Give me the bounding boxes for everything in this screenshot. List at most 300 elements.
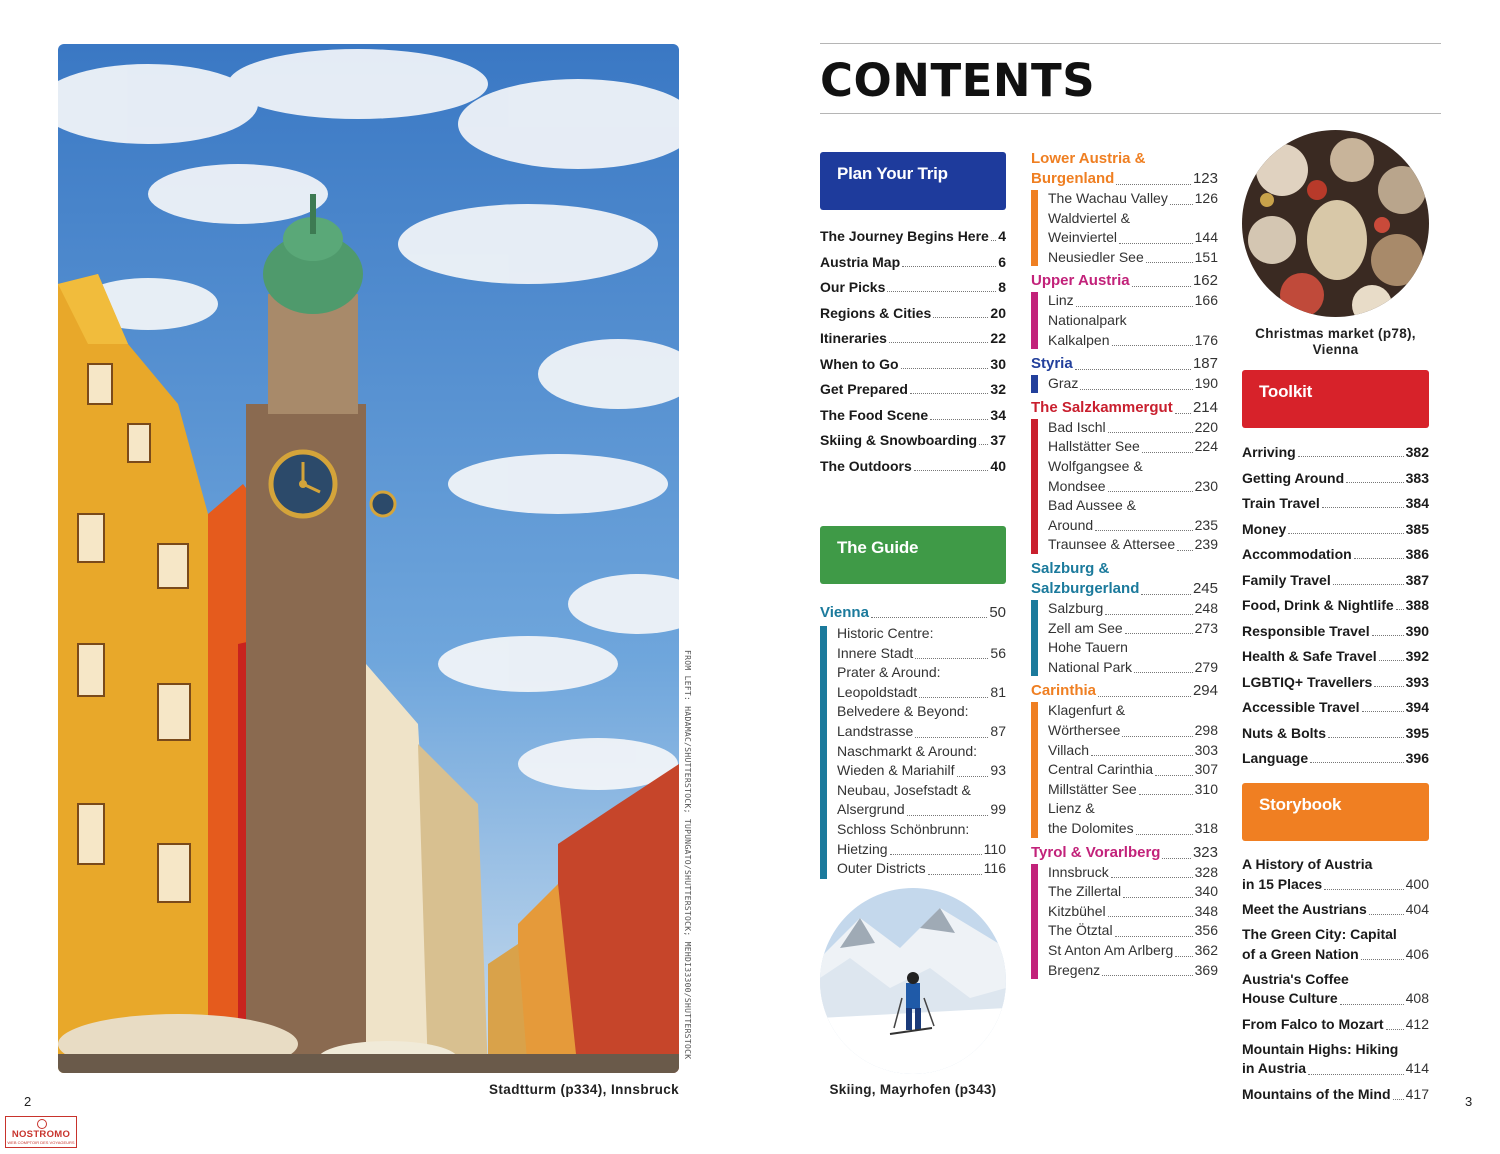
- region-carinthia-label: Carinthia: [1031, 682, 1097, 700]
- toc-item-storybook-last-line: [1242, 875, 1429, 895]
- toc-item-toolkit-page: 385: [1405, 520, 1429, 537]
- dot-leader: [1386, 1029, 1404, 1030]
- toc-item-plan-page: 32: [990, 381, 1006, 397]
- dot-leader: [1170, 204, 1193, 205]
- region-lower-austria-burgenland-subitem[interactable]: [1048, 209, 1218, 248]
- region-carinthia-subitem-page: 298: [1194, 721, 1218, 738]
- region-the-salzkammergut-subitem-last-line: [1048, 437, 1218, 457]
- region-salzburg-salzburgerland-subitem[interactable]: [1048, 599, 1218, 619]
- region-lower-austria-burgenland-subitem-last-line: [1048, 189, 1218, 209]
- toc-item-storybook-last-line: [1242, 1085, 1429, 1105]
- region-the-salzkammergut-subitem-line: Bad Aussee &: [1048, 497, 1136, 514]
- region-lower-austria-burgenland-subitem-last-line: [1048, 248, 1218, 268]
- region-upper-austria[interactable]: [1031, 271, 1218, 291]
- region-the-salzkammergut-subitem-label: Bad Ischl: [1048, 418, 1106, 435]
- region-the-salzkammergut-last-line: [1031, 398, 1218, 418]
- vienna-color-bar: [820, 626, 827, 879]
- region-tyrol-vorarlberg-subitem-last-line: [1048, 863, 1218, 883]
- toc-item-plan-label: Regions & Cities: [820, 304, 932, 321]
- toc-subitem-vienna-page: 99: [990, 801, 1006, 818]
- region-carinthia-subitem-label: Wörthersee: [1048, 721, 1121, 738]
- region-the-salzkammergut-subitem[interactable]: [1048, 496, 1218, 535]
- toc-item-storybook-page: 417: [1405, 1085, 1429, 1102]
- region-tyrol-vorarlberg-color-bar: [1031, 864, 1038, 980]
- region-salzburg-salzburgerland-subitem-last-line: [1048, 658, 1218, 678]
- toc-item-storybook-label: Mountains of the Mind: [1242, 1085, 1391, 1102]
- toc-item-storybook-label: in 15 Places: [1242, 875, 1323, 892]
- toc-item-plan-label: Itineraries: [820, 330, 887, 346]
- region-tyrol-vorarlberg-subitem-last-line: [1048, 961, 1218, 981]
- toc-item-plan-label: Our Picks: [820, 279, 886, 295]
- region-salzburg-salzburgerland-line: Salzburg &: [1031, 560, 1110, 577]
- toc-subitem-vienna-page: 110: [983, 840, 1006, 857]
- toc-item-storybook-label: Meet the Austrians: [1242, 900, 1367, 917]
- dot-leader: [1142, 452, 1193, 453]
- christmas-caption-line-1: Christmas market (p78),: [1255, 326, 1416, 341]
- toc-item-plan[interactable]: [820, 380, 1006, 398]
- skiing-caption: Skiing, Mayrhofen (p343): [829, 1082, 997, 1097]
- dot-leader: [1136, 834, 1193, 835]
- toc-item-toolkit-page: 384: [1405, 495, 1429, 511]
- toc-item-storybook-page: 400: [1405, 875, 1429, 892]
- dot-leader: [910, 393, 988, 394]
- toc-item-toolkit[interactable]: [1242, 520, 1429, 538]
- toc-item-toolkit-label: Train Travel: [1242, 495, 1320, 511]
- region-the-salzkammergut-subitem[interactable]: [1048, 457, 1218, 496]
- region-tyrol-vorarlberg-subitem-label: The Ötztal: [1048, 922, 1113, 939]
- dot-leader: [1123, 897, 1193, 898]
- region-carinthia-subitem-last-line: [1048, 741, 1218, 761]
- region-salzburg-salzburgerland[interactable]: [1031, 559, 1218, 599]
- toc-item-plan-label: Austria Map: [820, 253, 901, 270]
- dot-leader: [1132, 286, 1191, 287]
- dot-leader: [957, 776, 989, 777]
- toc-subitem-vienna-line: Schloss Schönbrunn:: [837, 821, 970, 837]
- toc-item-toolkit-page: 387: [1405, 571, 1429, 588]
- dot-leader: [1324, 889, 1403, 890]
- region-salzburg-salzburgerland-subitem[interactable]: [1048, 619, 1218, 639]
- region-carinthia-subitem-last-line: [1048, 780, 1218, 800]
- region-carinthia-subitem-line: Lienz &: [1048, 800, 1095, 817]
- toc-item-toolkit-page: 383: [1405, 469, 1429, 486]
- region-the-salzkammergut-subitem-page: 220: [1194, 418, 1218, 435]
- region-tyrol-vorarlberg-subitem[interactable]: [1048, 921, 1218, 941]
- region-salzburg-salzburgerland-subitem[interactable]: [1048, 638, 1218, 677]
- region-upper-austria-subitem-label: Kalkalpen: [1048, 331, 1110, 348]
- toc-item-toolkit-label: Responsible Travel: [1242, 622, 1370, 639]
- dot-leader: [1310, 762, 1404, 763]
- region-the-salzkammergut-subitem-label: Traunsee & Attersee: [1048, 536, 1176, 553]
- toc-item-plan-label: Skiing & Snowboarding: [820, 432, 978, 448]
- region-salzburg-salzburgerland-subitem-page: 279: [1194, 658, 1218, 675]
- region-the-salzkammergut-subitem-last-line: [1048, 516, 1218, 536]
- dot-leader: [1125, 633, 1193, 634]
- dot-leader: [1346, 482, 1404, 483]
- region-carinthia-subitem-last-line: [1048, 760, 1218, 780]
- region-upper-austria-color-bar: [1031, 292, 1038, 349]
- region-tyrol-vorarlberg-subitem-page: 356: [1194, 922, 1218, 939]
- dot-leader: [1141, 594, 1191, 595]
- dot-leader: [991, 240, 996, 241]
- toc-subitem-vienna[interactable]: [837, 781, 1006, 820]
- toc-subitem-vienna-label: Wieden & Mariahilf: [837, 762, 955, 779]
- dot-leader: [1354, 558, 1404, 559]
- toc-item-storybook-last-line: [1242, 945, 1429, 965]
- toc-item-storybook-page: 414: [1405, 1060, 1429, 1077]
- region-tyrol-vorarlberg-subitem-last-line: [1048, 902, 1218, 922]
- toc-item-plan-page: 6: [998, 253, 1006, 270]
- toc-item-toolkit-page: 396: [1405, 750, 1429, 766]
- dot-leader: [907, 815, 989, 816]
- toolkit-header[interactable]: Toolkit: [1242, 370, 1429, 428]
- toc-subitem-vienna-label: Landstrasse: [837, 722, 914, 739]
- dot-leader: [1175, 956, 1192, 957]
- toc-item-storybook-last-line: [1242, 900, 1429, 920]
- region-carinthia-page: 294: [1192, 682, 1218, 700]
- toc-item-toolkit[interactable]: [1242, 571, 1429, 589]
- toc-subitem-vienna[interactable]: [837, 624, 1006, 663]
- toc-item-plan-page: 40: [990, 457, 1006, 474]
- title-rule: [820, 113, 1441, 114]
- toc-subitem-vienna-label: Outer Districts: [837, 860, 926, 877]
- toc-subitem-vienna-last-line: [837, 683, 1006, 703]
- region-upper-austria-subitem-page: 166: [1194, 292, 1218, 309]
- region-upper-austria-subitem[interactable]: [1048, 311, 1218, 350]
- toc-item-plan[interactable]: [820, 329, 1006, 347]
- region-salzburg-salzburgerland-subitem-label: Salzburg: [1048, 600, 1104, 616]
- contents-title: CONTENTS: [820, 54, 1096, 107]
- toc-item-plan[interactable]: [820, 304, 1006, 322]
- toc-item-storybook-last-line: [1242, 1015, 1429, 1035]
- region-the-salzkammergut-subitem-last-line: [1048, 418, 1218, 438]
- region-tyrol-vorarlberg-last-line: [1031, 843, 1218, 863]
- region-tyrol-vorarlberg[interactable]: [1031, 843, 1218, 863]
- toc-item-plan-label: The Journey Begins Here: [820, 228, 989, 244]
- dot-leader: [1076, 306, 1193, 307]
- dot-leader: [1111, 877, 1193, 878]
- dot-leader: [1146, 262, 1193, 263]
- toc-item-plan-page: 20: [990, 304, 1006, 321]
- region-lower-austria-burgenland-subitem-last-line: [1048, 228, 1218, 248]
- region-tyrol-vorarlberg-subitem[interactable]: [1048, 961, 1218, 981]
- region-tyrol-vorarlberg-subitem-last-line: [1048, 941, 1218, 961]
- region-salzburg-salzburgerland-last-line: [1031, 579, 1218, 599]
- region-carinthia-subitem[interactable]: [1048, 799, 1218, 838]
- region-tyrol-vorarlberg-subitem[interactable]: [1048, 863, 1218, 883]
- region-the-salzkammergut-subitem-label: Hallstätter See: [1048, 438, 1140, 455]
- dot-leader: [871, 617, 987, 618]
- region-tyrol-vorarlberg-subitem-label: The Zillertal: [1048, 883, 1122, 900]
- dot-leader: [1308, 1074, 1404, 1075]
- toc-subitem-vienna-last-line: [837, 859, 1006, 879]
- region-carinthia-subitem[interactable]: [1048, 760, 1218, 780]
- toc-item-storybook[interactable]: [1242, 925, 1429, 964]
- region-the-salzkammergut-subitem-last-line: [1048, 535, 1218, 555]
- region-tyrol-vorarlberg-subitem[interactable]: [1048, 902, 1218, 922]
- skiing-mayrhofen-photo: [820, 888, 1006, 1074]
- christmas-market-photo: [1242, 130, 1429, 317]
- dot-leader: [1108, 491, 1193, 492]
- toc-item-toolkit[interactable]: [1242, 698, 1429, 716]
- toc-item-plan-page: 4: [998, 228, 1006, 244]
- toc-item-storybook-label: From Falco to Mozart: [1242, 1015, 1384, 1032]
- innsbruck-stadtturm-photo: [58, 44, 679, 1073]
- toc-item-storybook[interactable]: [1242, 970, 1429, 1009]
- dot-leader: [919, 697, 988, 698]
- dot-leader: [1369, 914, 1404, 915]
- dot-leader: [930, 419, 988, 420]
- dot-leader: [1322, 507, 1404, 508]
- dot-leader: [1374, 686, 1403, 687]
- region-carinthia-subitem[interactable]: [1048, 780, 1218, 800]
- region-carinthia-subitem[interactable]: [1048, 701, 1218, 740]
- region-tyrol-vorarlberg-subitem-label: Bregenz: [1048, 961, 1101, 978]
- region-upper-austria-last-line: [1031, 271, 1218, 291]
- toc-item-toolkit[interactable]: [1242, 749, 1429, 767]
- region-the-salzkammergut[interactable]: [1031, 398, 1218, 418]
- toc-item-toolkit-page: 386: [1405, 546, 1429, 562]
- region-tyrol-vorarlberg-subitem-label: St Anton Am Arlberg: [1048, 942, 1174, 958]
- region-upper-austria-subitem[interactable]: [1048, 291, 1218, 311]
- region-styria-subitem-page: 190: [1194, 375, 1218, 392]
- toc-subitem-vienna[interactable]: [837, 859, 1006, 879]
- dot-leader: [915, 737, 988, 738]
- dot-leader: [1155, 775, 1193, 776]
- region-tyrol-vorarlberg-page: 323: [1192, 843, 1218, 861]
- toc-item-toolkit-label: Language: [1242, 750, 1309, 766]
- region-the-salzkammergut-subitem-page: 230: [1194, 477, 1218, 494]
- toc-item-toolkit-label: Food, Drink & Nightlife: [1242, 597, 1394, 613]
- region-carinthia-subitem-label: Villach: [1048, 741, 1089, 758]
- toc-item-toolkit[interactable]: [1242, 494, 1429, 512]
- toc-item-toolkit[interactable]: [1242, 596, 1429, 614]
- region-styria-subitem-last-line: [1048, 374, 1218, 394]
- region-lower-austria-burgenland-last-line: [1031, 169, 1218, 189]
- toc-item-plan-page: 8: [998, 279, 1006, 295]
- region-lower-austria-burgenland-subitem-label: The Wachau Valley: [1048, 190, 1168, 206]
- region-the-salzkammergut-subitem-last-line: [1048, 477, 1218, 497]
- toc-item-toolkit-page: 394: [1405, 699, 1429, 715]
- region-tyrol-vorarlberg-subitem-page: 348: [1194, 902, 1218, 919]
- region-lower-austria-burgenland-label: Burgenland: [1031, 170, 1115, 187]
- toc-item-storybook-line: Mountain Highs: Hiking: [1242, 1040, 1399, 1057]
- dot-leader: [1362, 711, 1404, 712]
- toc-item-plan-label: Get Prepared: [820, 381, 908, 397]
- region-tyrol-vorarlberg-subitem-page: 340: [1194, 883, 1218, 900]
- region-tyrol-vorarlberg-subitem-page: 369: [1194, 961, 1218, 978]
- region-carinthia-subitem-page: 310: [1194, 780, 1218, 797]
- region-salzburg-salzburgerland-subitem-label: National Park: [1048, 658, 1133, 675]
- toc-subitem-vienna-last-line: [837, 840, 1006, 860]
- toc-subitem-vienna-label: Innere Stadt: [837, 644, 914, 661]
- toc-item-toolkit-page: 390: [1405, 622, 1429, 639]
- dot-leader: [928, 874, 982, 875]
- region-tyrol-vorarlberg-subitem-page: 328: [1194, 863, 1218, 880]
- region-tyrol-vorarlberg-subitem[interactable]: [1048, 941, 1218, 961]
- toc-item-storybook-page: 412: [1405, 1015, 1429, 1032]
- dot-leader: [1075, 369, 1191, 370]
- dot-leader: [1139, 794, 1193, 795]
- region-upper-austria-subitem-last-line: [1048, 331, 1218, 351]
- region-lower-austria-burgenland-subitem-label: Weinviertel: [1048, 229, 1117, 246]
- toc-item-plan-label: The Food Scene: [820, 406, 929, 423]
- region-upper-austria-label: Upper Austria: [1031, 272, 1130, 290]
- toc-item-storybook-label: House Culture: [1242, 990, 1338, 1007]
- toc-subitem-vienna-page: 93: [990, 762, 1006, 779]
- globe-icon: [37, 1119, 47, 1129]
- toc-item-storybook[interactable]: [1242, 1015, 1429, 1035]
- dot-leader: [887, 291, 996, 292]
- dot-leader: [901, 368, 989, 369]
- toc-item-plan[interactable]: [820, 278, 1006, 296]
- toc-subitem-vienna[interactable]: [837, 702, 1006, 741]
- region-styria-subitem[interactable]: [1048, 374, 1218, 394]
- toc-item-plan-page: 37: [990, 432, 1006, 448]
- toc-item-toolkit[interactable]: [1242, 647, 1429, 665]
- toc-item-plan[interactable]: [820, 253, 1006, 271]
- toc-subitem-vienna[interactable]: [837, 742, 1006, 781]
- toc-item-plan[interactable]: [820, 457, 1006, 475]
- dot-leader: [1340, 1004, 1404, 1005]
- dot-leader: [1333, 584, 1404, 585]
- toc-item-storybook-label: of a Green Nation: [1242, 945, 1359, 962]
- logo-tagline: WEB COMPTOIR DES VOYAGEURS: [7, 1140, 75, 1145]
- region-tyrol-vorarlberg-subitem-label: Kitzbühel: [1048, 902, 1106, 919]
- region-the-salzkammergut-subitem-label: Mondsee: [1048, 477, 1106, 494]
- region-the-salzkammergut-subitem[interactable]: [1048, 437, 1218, 457]
- dot-leader: [1116, 184, 1191, 185]
- toc-item-plan[interactable]: [820, 406, 1006, 424]
- region-the-salzkammergut-subitem[interactable]: [1048, 418, 1218, 438]
- dot-leader: [1396, 609, 1404, 610]
- toc-item-toolkit-label: Arriving: [1242, 444, 1296, 460]
- toc-subitem-vienna-label: Alsergrund: [837, 801, 905, 818]
- toc-subitem-vienna-line: Historic Centre:: [837, 625, 934, 641]
- region-lower-austria-burgenland-subitem[interactable]: [1048, 189, 1218, 209]
- dot-leader: [1393, 1099, 1404, 1100]
- toc-subitem-vienna-last-line: [837, 800, 1006, 820]
- region-the-salzkammergut-subitem[interactable]: [1048, 535, 1218, 555]
- region-styria-last-line: [1031, 354, 1218, 374]
- region-lower-austria-burgenland-subitem-page: 144: [1194, 229, 1218, 246]
- toc-subitem-vienna[interactable]: [837, 663, 1006, 702]
- dot-leader: [1372, 635, 1404, 636]
- dot-leader: [1098, 696, 1191, 697]
- region-the-salzkammergut-color-bar: [1031, 419, 1038, 554]
- region-styria[interactable]: [1031, 354, 1218, 374]
- toc-item-storybook-line: Austria's Coffee: [1242, 970, 1349, 987]
- plan-your-trip-header[interactable]: Plan Your Trip: [820, 152, 1006, 210]
- toc-item-toolkit-page: 393: [1405, 673, 1429, 690]
- christmas-caption-line-2: Vienna: [1312, 342, 1359, 357]
- toc-subitem-vienna-page: 116: [983, 860, 1006, 877]
- dot-leader: [890, 854, 982, 855]
- region-the-salzkammergut-subitem-page: 239: [1194, 536, 1218, 553]
- the-guide-header[interactable]: The Guide: [820, 526, 1006, 584]
- toc-subitem-vienna[interactable]: [837, 820, 1006, 859]
- toc-item-storybook[interactable]: [1242, 900, 1429, 920]
- region-lower-austria-burgenland[interactable]: [1031, 149, 1218, 189]
- dot-leader: [1115, 936, 1193, 937]
- toc-subitem-vienna-page: 81: [990, 683, 1006, 700]
- toc-item-plan-label: The Outdoors: [820, 457, 912, 474]
- toc-item-toolkit[interactable]: [1242, 443, 1429, 461]
- region-styria-subitem-label: Graz: [1048, 375, 1079, 392]
- region-the-salzkammergut-subitem-line: Wolfgangsee &: [1048, 458, 1143, 474]
- region-carinthia-subitem-line: Klagenfurt &: [1048, 702, 1126, 719]
- toc-item-toolkit[interactable]: [1242, 673, 1429, 691]
- photo-credit: FROM LEFT: HADAMAC/SHUTTERSTOCK; TUPUNGATO/SHUTTERSTOCK; MEHDI33300/SHUTTERSTOCK: [683, 650, 692, 1060]
- toc-item-plan[interactable]: [820, 355, 1006, 373]
- toc-item-toolkit[interactable]: [1242, 469, 1429, 487]
- toc-subitem-vienna-line: Belvedere & Beyond:: [837, 703, 969, 720]
- dot-leader: [1175, 413, 1191, 414]
- toc-item-storybook[interactable]: [1242, 1085, 1429, 1105]
- region-carinthia[interactable]: [1031, 681, 1218, 701]
- region-carinthia-subitem-page: 307: [1194, 761, 1218, 778]
- toc-item-plan-label: When to Go: [820, 355, 899, 372]
- region-lower-austria-burgenland-line: Lower Austria &: [1031, 150, 1146, 167]
- storybook-header[interactable]: Storybook: [1242, 783, 1429, 841]
- toc-subitem-vienna-line: Neubau, Josefstadt &: [837, 781, 971, 798]
- toc-item-storybook-line: The Green City: Capital: [1242, 926, 1397, 942]
- dot-leader: [1288, 533, 1403, 534]
- toc-item-toolkit-label: Money: [1242, 520, 1287, 537]
- dot-leader: [1108, 432, 1193, 433]
- toc-item-toolkit[interactable]: [1242, 724, 1429, 742]
- toc-subitem-vienna-last-line: [837, 761, 1006, 781]
- region-the-salzkammergut-subitem-label: Around: [1048, 516, 1094, 533]
- toc-subitem-vienna-label: Hietzing: [837, 840, 888, 857]
- region-the-salzkammergut-subitem-page: 224: [1194, 438, 1218, 455]
- region-salzburg-salzburgerland-label: Salzburgerland: [1031, 580, 1140, 597]
- dot-leader: [1112, 345, 1193, 346]
- region-carinthia-color-bar: [1031, 702, 1038, 837]
- region-lower-austria-burgenland-color-bar: [1031, 190, 1038, 266]
- region-upper-austria-subitem-label: Linz: [1048, 292, 1074, 309]
- toc-item-toolkit[interactable]: [1242, 545, 1429, 563]
- toc-item-plan[interactable]: [820, 227, 1006, 245]
- toc-item-toolkit-page: 395: [1405, 724, 1429, 741]
- dot-leader: [915, 658, 988, 659]
- toc-item-toolkit-label: LGBTIQ+ Travellers: [1242, 673, 1373, 690]
- region-vienna[interactable]: [820, 604, 1006, 622]
- toc-item-storybook-page: 404: [1405, 900, 1429, 917]
- region-the-salzkammergut-label: The Salzkammergut: [1031, 398, 1173, 416]
- dot-leader: [1379, 660, 1404, 661]
- toc-item-plan[interactable]: [820, 431, 1006, 449]
- dot-leader: [1108, 916, 1193, 917]
- dot-leader: [1119, 243, 1193, 244]
- toc-item-plan-page: 34: [990, 406, 1006, 423]
- dot-leader: [933, 317, 988, 318]
- toc-item-storybook[interactable]: [1242, 855, 1429, 894]
- region-tyrol-vorarlberg-subitem-last-line: [1048, 921, 1218, 941]
- dot-leader: [1122, 736, 1192, 737]
- region-lower-austria-burgenland-subitem[interactable]: [1048, 248, 1218, 268]
- toc-item-storybook[interactable]: [1242, 1040, 1429, 1079]
- toc-item-storybook-page: 406: [1405, 945, 1429, 962]
- dot-leader: [1091, 755, 1193, 756]
- region-tyrol-vorarlberg-subitem[interactable]: [1048, 882, 1218, 902]
- toc-item-toolkit-label: Getting Around: [1242, 469, 1345, 486]
- region-carinthia-subitem[interactable]: [1048, 741, 1218, 761]
- region-carinthia-subitem-label: the Dolomites: [1048, 819, 1134, 836]
- region-the-salzkammergut-subitem-page: 235: [1194, 516, 1218, 533]
- region-lower-austria-burgenland-subitem-label: Neusiedler See: [1048, 248, 1144, 265]
- toc-item-toolkit-page: 382: [1405, 444, 1429, 460]
- toc-item-toolkit[interactable]: [1242, 622, 1429, 640]
